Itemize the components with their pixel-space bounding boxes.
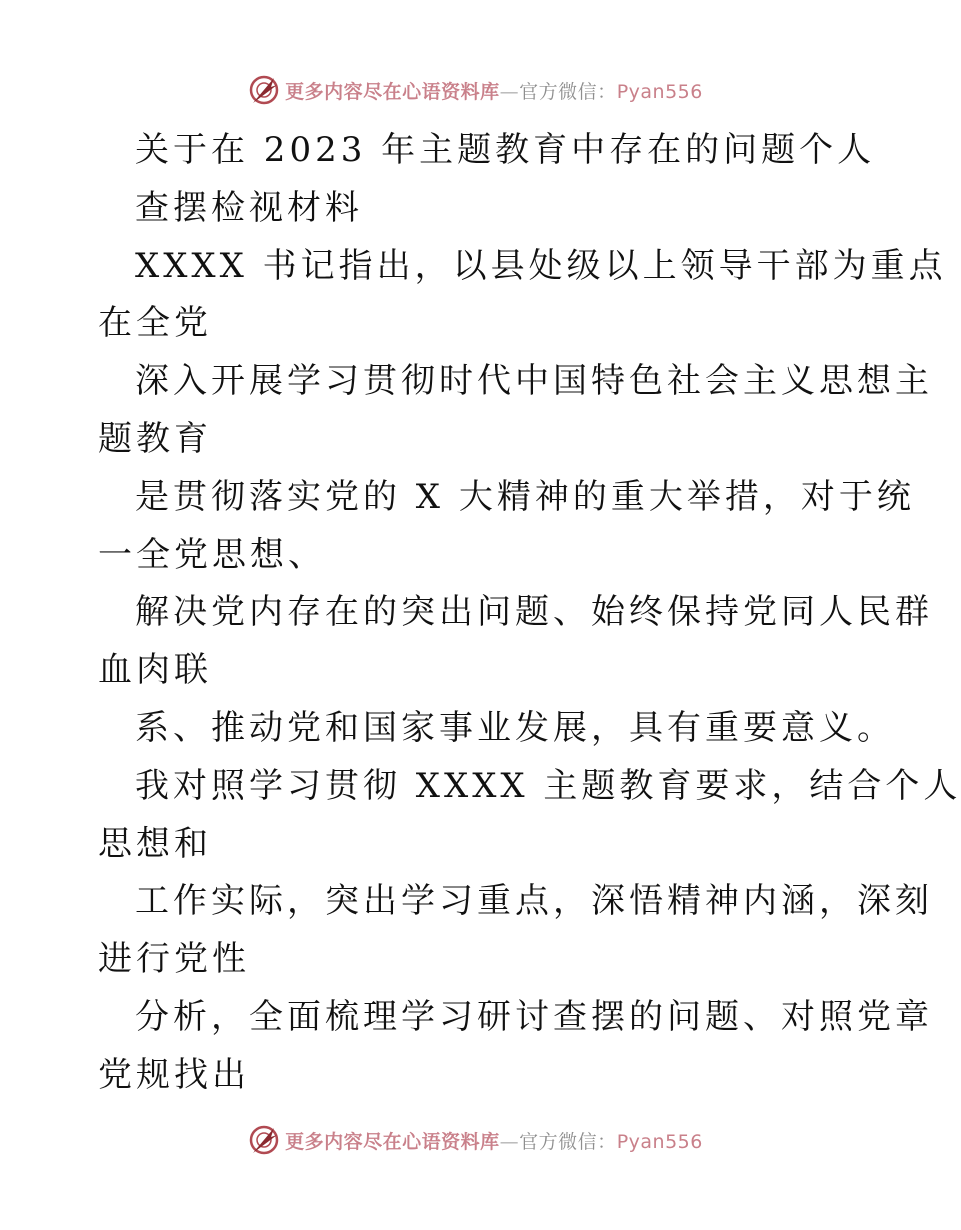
text-line: 题教育 [98,418,212,459]
text-line: 在全党 [98,303,212,344]
text-line: 解决党内存在的突出问题、始终保持党同人民群 [135,592,933,633]
quill-seal-icon [247,1123,281,1157]
text-line: 党规找出 [98,1054,250,1095]
document-body [98,122,961,1105]
text-line: 查摆检视材料 [135,187,363,228]
text-line: 分析，全面梳理学习研讨查摆的问题、对照党章 [135,996,933,1037]
watermark-text: 更多内容尽在心语资料库—官方微信：Pyan556 [285,80,703,103]
text-line: 进行党性 [98,939,250,980]
text-line: 系、推动党和国家事业发展，具有重要意义。 [135,707,895,748]
text-line: 我对照学习贯彻 XXXX 主题教育要求，结合个人 [135,765,961,806]
watermark-text: 更多内容尽在心语资料库—官方微信：Pyan556 [285,1130,703,1153]
text-line: XXXX 书记指出，以县处级以上领导干部为重点 [135,245,947,286]
text-line: 思想和 [98,823,212,864]
watermark-header [0,70,950,110]
text-line: 血肉联 [98,650,212,691]
text-line: 工作实际，突出学习重点，深悟精神内涵，深刻 [135,881,933,922]
text-line: 是贯彻落实党的 X 大精神的重大举措，对于统 [135,476,915,517]
text-line: 一全党思想、 [98,534,326,575]
watermark-footer [0,1120,950,1160]
text-line: 深入开展学习贯彻时代中国特色社会主义思想主 [135,361,933,402]
quill-seal-icon [247,73,281,107]
text-line: 关于在 2023 年主题教育中存在的问题个人 [135,130,876,170]
